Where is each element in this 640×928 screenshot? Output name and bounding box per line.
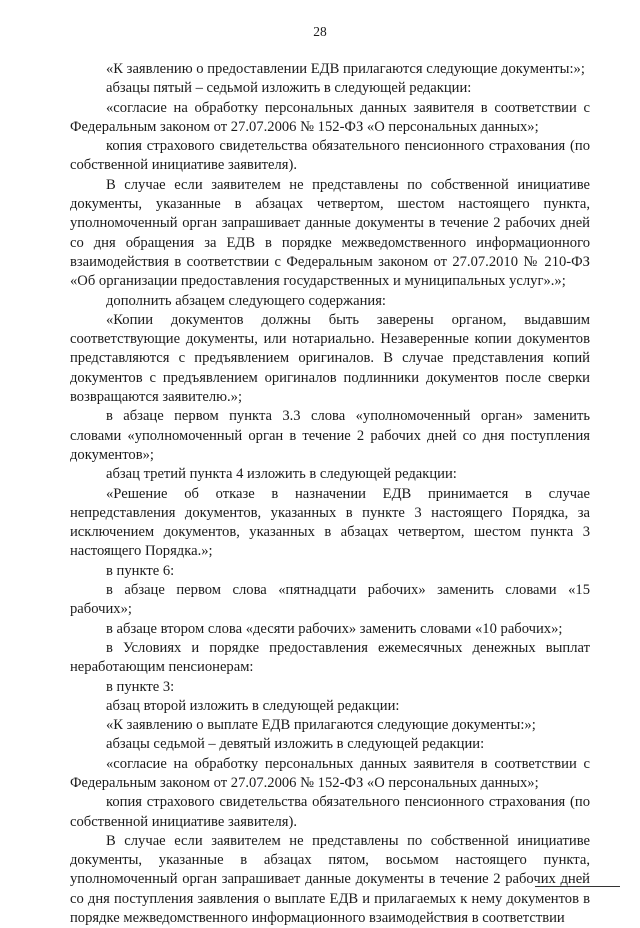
document-body	[70, 60, 590, 928]
paragraph: «К заявлению о выплате ЕДВ прилагаются следующие документы:»;	[106, 717, 536, 734]
paragraph: абзац третий пункта 4 изложить в следующей редакции:	[106, 466, 457, 483]
paragraph: «К заявлению о предоставлении ЕДВ прилагаются следующие документы:»;	[106, 61, 585, 77]
paragraph: «согласие на обработку персональных данных заявителя в соответствии с Федеральным законом от 27.07.2006 № 152-ФЗ «О персональных данных»;	[70, 99, 590, 135]
paragraph: в Условиях и порядке предоставления ежемесячных денежных выплат неработающим пенсионерам:	[70, 639, 590, 676]
paragraph: В случае если заявителем не представлены по собственной инициативе документы, указанные в абзацах четвертом, шестом настоящего пункта, уполномоченный орган запрашивает данные документы в течение 2 рабочих дней со дня обращения за ЕДВ в порядке межведомственного информационного взаимодействия в соответствии с Федеральным законом от 27.07.2010 № 210-ФЗ «Об организации предоставления государственных и муниципальных услуг».»;	[70, 176, 590, 290]
paragraph: копия страхового свидетельства обязательного пенсионного страхования (по собственной инициативе заявителя).	[70, 794, 590, 830]
paragraph: копия страхового свидетельства обязательного пенсионного страхования (по собственной инициативе заявителя).	[70, 138, 590, 174]
paragraph: в абзаце втором слова «десяти рабочих» заменить словами «10 рабочих»;	[106, 620, 563, 637]
footer-rule	[535, 886, 620, 887]
paragraph: «Копии документов должны быть заверены органом, выдавшим соответствующие документы, или нотариально. Незаверенные копии документов представляются с предъявлением оригиналов. В случае представления копий документов с предъявлением оригиналов подлинники документов после сверки возвращаются заявителю.»;	[70, 311, 590, 406]
paragraph: абзацы седьмой – девятый изложить в следующей редакции:	[106, 736, 485, 753]
paragraph: абзацы пятый – седьмой изложить в следующей редакции:	[106, 80, 472, 97]
paragraph: в пункте 3:	[106, 678, 175, 695]
paragraph: В случае если заявителем не представлены по собственной инициативе документы, указанные в абзацах пятом, восьмом настоящего пункта, уполномоченный орган запрашивает данные документы в течение 2 рабочих дней со дня поступления заявления о выплате ЕДВ и прилагаемых к нему документов в порядке межведомственного информационного взаимодействия в соответствии	[70, 832, 590, 927]
paragraph: дополнить абзацем следующего содержания:	[106, 292, 386, 309]
paragraph: в абзаце первом пункта 3.3 слова «уполномоченный орган» заменить словами «уполномоченный орган в течение 2 рабочих дней со дня поступления документов»;	[70, 408, 590, 463]
paragraph: «согласие на обработку персональных данных заявителя в соответствии с Федеральным законом от 27.07.2006 № 152-ФЗ «О персональных данных»;	[70, 755, 590, 791]
paragraph: в абзаце первом слова «пятнадцати рабочих» заменить словами «15 рабочих»;	[70, 582, 590, 618]
paragraph: в пункте 6:	[106, 562, 175, 579]
paragraph: «Решение об отказе в назначении ЕДВ принимается в случае непредставления документов, указанных в пункте 3 настоящего Порядка, за исключением документов, указанных в абзацах четвертом, шестом пункта 3 настоящего Порядка.»;	[70, 485, 590, 560]
paragraph: абзац второй изложить в следующей редакции:	[106, 697, 400, 714]
page-number: 28	[313, 24, 327, 39]
